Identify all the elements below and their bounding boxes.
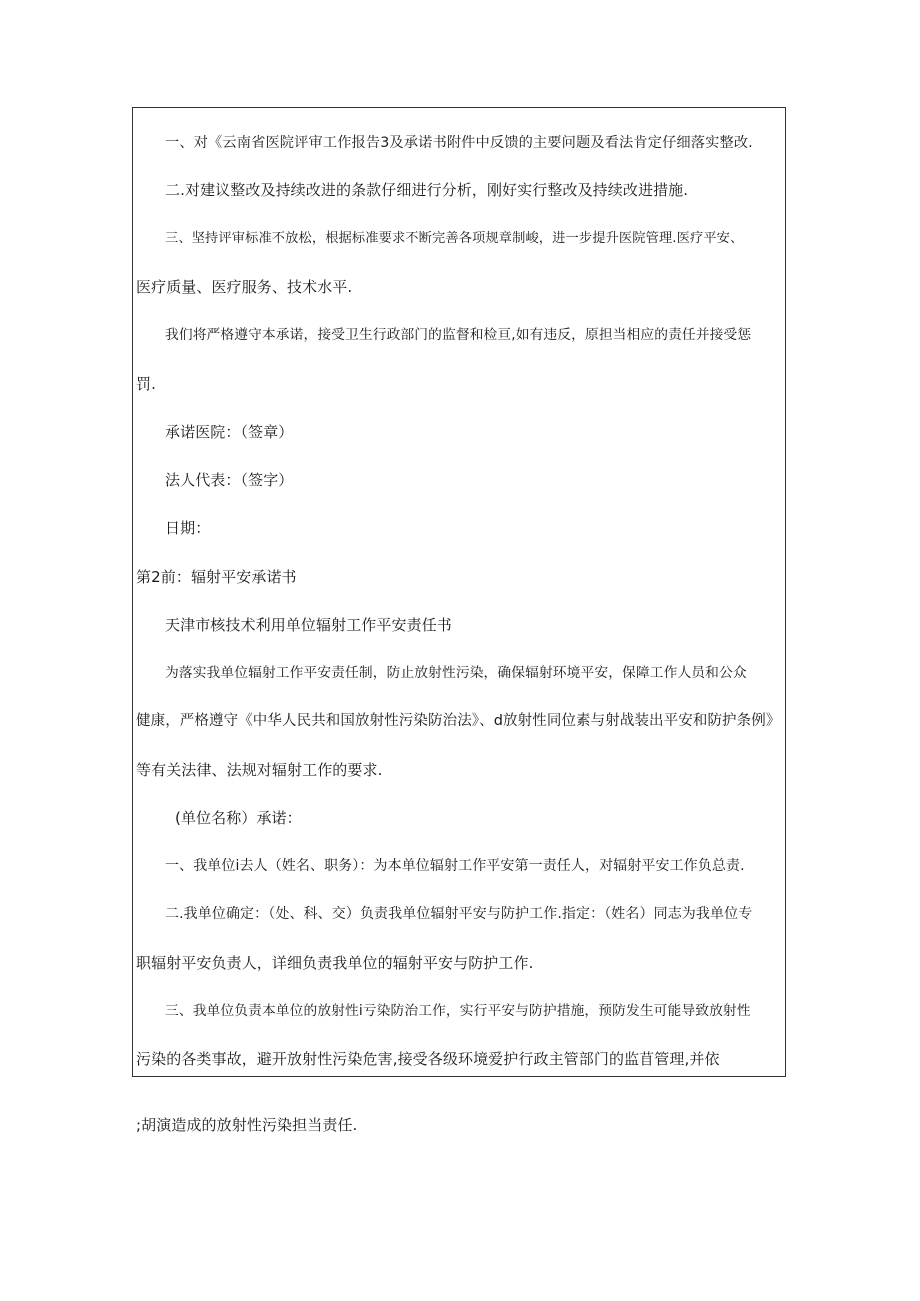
signature-hospital: 承诺医院：（签章） <box>165 423 294 441</box>
text-line: 健康，严格遵守《中华人民共和国放射性污染防治法》、d放射性同位素与射战装出平安和防护条例》 <box>136 713 781 729</box>
text-line: 等有关法律、法规对辐射工作的要求. <box>136 761 383 779</box>
text-line: (单位名称）承诺： <box>175 809 302 827</box>
text-line: 污染的各类事故，避开放射性污染危害,接受各级环境爱护行政主管部门的监苜管理,并依 <box>136 1050 720 1068</box>
text-line: 为落实我单位辐射工作平安责任制，防止放射性污染，确保辐射环境平安，保障工作人员和公众 <box>165 665 747 681</box>
text-line: 三、坚持评审标准不放松，根据标准要求不断完善各项规章制峻，进一步提升医院管理.医疗平安、 <box>165 231 744 246</box>
text-line: 二.对建议整改及持续改进的条款仔细进行分析，刚好实行整改及持续改进措施. <box>165 181 689 199</box>
section-heading: 第2前：辐射平安承诺书 <box>136 568 297 586</box>
text-line: 一、对《云南省医院评审工作报告3及承诺书附件中反馈的主要问题及看法肯定仔细落实整改. <box>165 135 753 151</box>
document-title: 天津市核技术利用单位辐射工作平安责任书 <box>165 616 452 634</box>
footer-text-line: ;胡演造成的放射性污染担当责任. <box>136 1116 358 1134</box>
text-line: 罚. <box>136 375 156 393</box>
text-line: 三、我单位负责本单位的放射性i亏染防治工作，实行平安与防护措施，预防发生可能导致放射性 <box>165 1003 751 1019</box>
signature-legal-rep: 法人代表：（签字） <box>165 471 294 489</box>
page-frame <box>132 107 786 1077</box>
text-line: 二.我单位确定：（处、科、交）负责我单位辐射平安与防护工作.指定：（姓名）同志为我单位专 <box>165 906 753 922</box>
text-line: 我们将严格遵守本承诺，接受卫生行政部门的监督和检亘,如有违反，原担当相应的责任并接受惩 <box>165 327 752 343</box>
text-line: 一、我单位i去人（姓名、职务）：为本单位辐射工作平安第一责任人，对辐射平安工作负总责. <box>165 858 745 874</box>
text-line: 医疗质量、医疗服务、技术水平. <box>136 278 353 296</box>
text-line: 职辐射平安负责人，详细负责我单位的辐射平安与防护工作. <box>136 954 534 972</box>
date-label: 日期： <box>165 519 211 537</box>
